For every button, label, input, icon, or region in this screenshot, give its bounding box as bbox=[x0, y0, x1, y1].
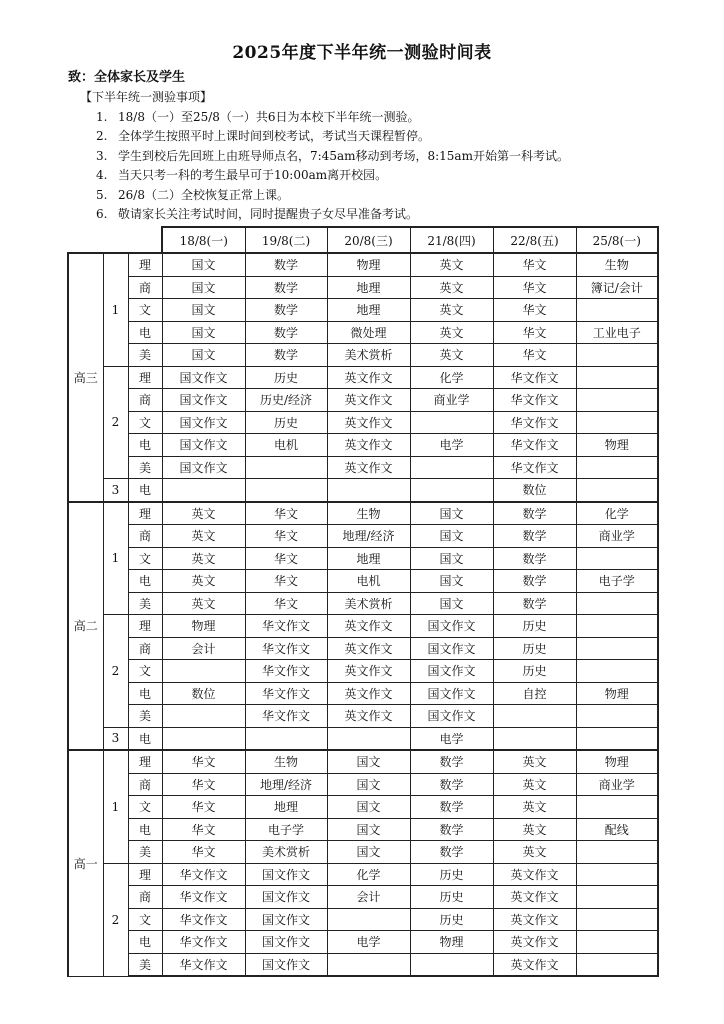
subject-cell: 电子学 bbox=[245, 818, 327, 841]
table-row bbox=[68, 321, 658, 344]
notice-item bbox=[96, 127, 569, 147]
subject-cell bbox=[162, 705, 245, 728]
stream-label: 理 bbox=[128, 366, 162, 389]
header-blank-cell bbox=[68, 227, 162, 253]
table-row bbox=[68, 796, 658, 819]
group-number: 1 bbox=[103, 253, 128, 366]
subject-cell: 电学 bbox=[410, 727, 493, 750]
stream-label: 文 bbox=[128, 908, 162, 931]
stream-label: 理 bbox=[128, 502, 162, 525]
notice-number: 4. bbox=[96, 168, 108, 182]
subject-cell: 化学 bbox=[327, 863, 410, 886]
subject-cell bbox=[162, 727, 245, 750]
subject-cell: 会计 bbox=[162, 637, 245, 660]
subject-cell: 美术赏析 bbox=[327, 344, 410, 367]
subject-cell: 英文 bbox=[493, 750, 576, 773]
stream-label: 理 bbox=[128, 253, 162, 276]
subject-cell: 国文作文 bbox=[410, 615, 493, 638]
subject-cell: 华文 bbox=[245, 592, 327, 615]
subject-cell: 英文 bbox=[493, 773, 576, 796]
greeting: 致：全体家长及学生 bbox=[68, 70, 186, 85]
subject-cell: 国文作文 bbox=[410, 660, 493, 683]
subject-cell: 国文作文 bbox=[245, 931, 327, 954]
subject-cell: 英文 bbox=[162, 570, 245, 593]
subject-cell: 华文 bbox=[162, 818, 245, 841]
subject-cell bbox=[576, 841, 658, 864]
subject-cell bbox=[576, 886, 658, 909]
table-row bbox=[68, 570, 658, 593]
subject-cell: 地理/经济 bbox=[327, 525, 410, 548]
subject-cell: 国文作文 bbox=[162, 366, 245, 389]
subject-cell: 国文 bbox=[162, 253, 245, 276]
subject-cell: 英文作文 bbox=[327, 411, 410, 434]
table-row bbox=[68, 592, 658, 615]
table-row bbox=[68, 344, 658, 367]
stream-label: 理 bbox=[128, 615, 162, 638]
table-row bbox=[68, 502, 658, 525]
subject-cell bbox=[576, 931, 658, 954]
subject-cell: 国文作文 bbox=[162, 389, 245, 412]
form-label: 高二 bbox=[68, 502, 103, 751]
subject-cell: 国文 bbox=[410, 525, 493, 548]
subject-cell: 国文作文 bbox=[410, 682, 493, 705]
subject-cell: 数学 bbox=[410, 818, 493, 841]
table-row bbox=[68, 389, 658, 412]
subject-cell: 华文 bbox=[162, 841, 245, 864]
group-number: 2 bbox=[103, 863, 128, 976]
stream-label: 电 bbox=[128, 570, 162, 593]
subject-cell: 数学 bbox=[493, 592, 576, 615]
table-row bbox=[68, 750, 658, 773]
subject-cell: 数学 bbox=[493, 502, 576, 525]
subject-cell: 物理 bbox=[576, 434, 658, 457]
subject-cell: 商业学 bbox=[410, 389, 493, 412]
subject-cell bbox=[576, 727, 658, 750]
table-row bbox=[68, 863, 658, 886]
group-number: 1 bbox=[103, 502, 128, 615]
subject-cell: 地理/经济 bbox=[245, 773, 327, 796]
notice-text: 18/8（一）至25/8（一）共6日为本校下半年统一测验。 bbox=[118, 109, 420, 124]
subject-cell: 美术赏析 bbox=[245, 841, 327, 864]
subject-cell bbox=[576, 796, 658, 819]
subject-cell bbox=[576, 479, 658, 502]
subject-cell: 数学 bbox=[410, 750, 493, 773]
notice-list bbox=[82, 88, 569, 225]
subject-cell: 国文 bbox=[410, 592, 493, 615]
subject-cell bbox=[410, 456, 493, 479]
group-number: 1 bbox=[103, 750, 128, 863]
subject-cell: 英文作文 bbox=[327, 705, 410, 728]
subject-cell: 英文作文 bbox=[493, 863, 576, 886]
notice-text: 全体学生按照平时上课时间到校考试，考试当天课程暂停。 bbox=[118, 129, 431, 143]
notice-heading: 【下半年统一测验事项】 bbox=[80, 90, 213, 104]
subject-cell: 国文 bbox=[327, 796, 410, 819]
subject-cell: 国文 bbox=[327, 773, 410, 796]
subject-cell: 英文作文 bbox=[493, 953, 576, 976]
subject-cell bbox=[576, 615, 658, 638]
notice-number: 6. bbox=[96, 207, 108, 221]
subject-cell: 华文 bbox=[162, 750, 245, 773]
notice-item bbox=[96, 205, 569, 225]
subject-cell: 英文 bbox=[410, 276, 493, 299]
subject-cell: 英文 bbox=[410, 299, 493, 322]
stream-label: 美 bbox=[128, 592, 162, 615]
subject-cell: 国文作文 bbox=[245, 908, 327, 931]
subject-cell: 英文 bbox=[493, 841, 576, 864]
subject-cell: 电机 bbox=[245, 434, 327, 457]
date-header: 20/8(三) bbox=[327, 227, 410, 253]
subject-cell: 国文作文 bbox=[245, 886, 327, 909]
table-row bbox=[68, 434, 658, 457]
subject-cell: 会计 bbox=[327, 886, 410, 909]
table-row bbox=[68, 479, 658, 502]
subject-cell: 国文 bbox=[410, 570, 493, 593]
form-label: 高三 bbox=[68, 253, 103, 502]
subject-cell: 历史 bbox=[245, 411, 327, 434]
form-label: 高一 bbox=[68, 750, 103, 976]
subject-cell: 华文作文 bbox=[493, 456, 576, 479]
subject-cell: 华文 bbox=[493, 321, 576, 344]
stream-label: 商 bbox=[128, 389, 162, 412]
subject-cell: 历史 bbox=[410, 886, 493, 909]
subject-cell: 华文作文 bbox=[162, 931, 245, 954]
notice-item bbox=[96, 108, 569, 128]
table-row bbox=[68, 253, 658, 276]
subject-cell: 国文作文 bbox=[162, 456, 245, 479]
subject-cell: 国文作文 bbox=[410, 705, 493, 728]
subject-cell: 电机 bbox=[327, 570, 410, 593]
subject-cell bbox=[576, 637, 658, 660]
subject-cell: 华文作文 bbox=[245, 615, 327, 638]
subject-cell: 数学 bbox=[493, 547, 576, 570]
stream-label: 美 bbox=[128, 344, 162, 367]
subject-cell: 英文作文 bbox=[327, 366, 410, 389]
page-title: 2025年度下半年统一测验时间表 bbox=[232, 43, 492, 63]
stream-label: 美 bbox=[128, 953, 162, 976]
subject-cell: 国文 bbox=[162, 321, 245, 344]
group-number: 2 bbox=[103, 366, 128, 479]
subject-cell: 英文 bbox=[162, 592, 245, 615]
subject-cell: 数位 bbox=[162, 682, 245, 705]
stream-label: 商 bbox=[128, 773, 162, 796]
subject-cell: 华文作文 bbox=[162, 863, 245, 886]
subject-cell: 华文作文 bbox=[493, 411, 576, 434]
notice-number: 3. bbox=[96, 148, 108, 163]
header-row bbox=[68, 227, 658, 253]
stream-label: 电 bbox=[128, 321, 162, 344]
subject-cell: 国文 bbox=[327, 841, 410, 864]
subject-cell: 数学 bbox=[410, 773, 493, 796]
stream-label: 文 bbox=[128, 796, 162, 819]
table-row bbox=[68, 660, 658, 683]
subject-cell: 华文作文 bbox=[245, 682, 327, 705]
subject-cell: 配线 bbox=[576, 818, 658, 841]
subject-cell bbox=[576, 366, 658, 389]
stream-label: 商 bbox=[128, 886, 162, 909]
subject-cell: 数学 bbox=[245, 276, 327, 299]
subject-cell: 化学 bbox=[576, 502, 658, 525]
notice-number: 2. bbox=[96, 129, 108, 143]
subject-cell bbox=[327, 727, 410, 750]
notice-number: 1. bbox=[96, 109, 108, 124]
subject-cell: 英文作文 bbox=[327, 615, 410, 638]
subject-cell: 华文作文 bbox=[493, 434, 576, 457]
subject-cell: 历史 bbox=[493, 615, 576, 638]
date-header: 22/8(五) bbox=[493, 227, 576, 253]
subject-cell bbox=[245, 456, 327, 479]
subject-cell: 华文作文 bbox=[493, 366, 576, 389]
subject-cell: 历史 bbox=[410, 863, 493, 886]
subject-cell: 华文 bbox=[245, 502, 327, 525]
subject-cell: 英文 bbox=[493, 796, 576, 819]
subject-cell bbox=[493, 727, 576, 750]
subject-cell: 华文 bbox=[162, 773, 245, 796]
subject-cell: 英文作文 bbox=[327, 389, 410, 412]
subject-cell: 历史 bbox=[493, 660, 576, 683]
subject-cell bbox=[576, 411, 658, 434]
subject-cell: 地理 bbox=[245, 796, 327, 819]
subject-cell: 商业学 bbox=[576, 773, 658, 796]
table-row bbox=[68, 841, 658, 864]
subject-cell: 华文 bbox=[245, 525, 327, 548]
subject-cell: 电学 bbox=[327, 931, 410, 954]
subject-cell: 生物 bbox=[245, 750, 327, 773]
notice-item bbox=[96, 147, 569, 167]
subject-cell: 华文作文 bbox=[162, 886, 245, 909]
subject-cell: 数学 bbox=[245, 344, 327, 367]
subject-cell: 国文作文 bbox=[162, 411, 245, 434]
subject-cell bbox=[576, 953, 658, 976]
subject-cell: 英文 bbox=[410, 253, 493, 276]
subject-cell: 英文 bbox=[162, 502, 245, 525]
stream-label: 美 bbox=[128, 456, 162, 479]
subject-cell: 英文作文 bbox=[327, 637, 410, 660]
table-row bbox=[68, 818, 658, 841]
stream-label: 电 bbox=[128, 434, 162, 457]
subject-cell: 英文 bbox=[410, 321, 493, 344]
subject-cell bbox=[410, 411, 493, 434]
subject-cell: 华文 bbox=[493, 253, 576, 276]
table-row bbox=[68, 773, 658, 796]
subject-cell bbox=[410, 479, 493, 502]
subject-cell: 华文 bbox=[493, 276, 576, 299]
subject-cell: 地理 bbox=[327, 547, 410, 570]
subject-cell bbox=[493, 705, 576, 728]
subject-cell: 地理 bbox=[327, 299, 410, 322]
table-row bbox=[68, 637, 658, 660]
subject-cell bbox=[576, 863, 658, 886]
table-row bbox=[68, 411, 658, 434]
subject-cell: 国文 bbox=[410, 502, 493, 525]
exam-schedule-table bbox=[67, 226, 659, 977]
subject-cell bbox=[245, 727, 327, 750]
subject-cell: 物理 bbox=[327, 253, 410, 276]
subject-cell: 数学 bbox=[245, 299, 327, 322]
table-row bbox=[68, 727, 658, 750]
table-row bbox=[68, 366, 658, 389]
subject-cell bbox=[245, 479, 327, 502]
notice-text: 26/8（二）全校恢复正常上课。 bbox=[118, 187, 289, 202]
subject-cell: 电子学 bbox=[576, 570, 658, 593]
table-row bbox=[68, 953, 658, 976]
subject-cell: 数学 bbox=[410, 841, 493, 864]
subject-cell: 美术赏析 bbox=[327, 592, 410, 615]
subject-cell: 华文 bbox=[245, 547, 327, 570]
subject-cell bbox=[576, 705, 658, 728]
stream-label: 美 bbox=[128, 841, 162, 864]
table-row bbox=[68, 615, 658, 638]
subject-cell bbox=[162, 479, 245, 502]
subject-cell: 英文 bbox=[162, 525, 245, 548]
subject-cell: 生物 bbox=[576, 253, 658, 276]
subject-cell bbox=[576, 547, 658, 570]
group-number: 3 bbox=[103, 479, 128, 502]
subject-cell: 英文 bbox=[493, 818, 576, 841]
subject-cell: 数位 bbox=[493, 479, 576, 502]
subject-cell bbox=[576, 908, 658, 931]
subject-cell: 历史 bbox=[410, 908, 493, 931]
subject-cell: 数学 bbox=[245, 253, 327, 276]
subject-cell: 物理 bbox=[162, 615, 245, 638]
stream-label: 商 bbox=[128, 525, 162, 548]
subject-cell: 国文作文 bbox=[162, 434, 245, 457]
stream-label: 理 bbox=[128, 863, 162, 886]
stream-label: 文 bbox=[128, 660, 162, 683]
subject-cell: 英文作文 bbox=[493, 886, 576, 909]
subject-cell: 华文作文 bbox=[162, 908, 245, 931]
date-header: 18/8(一) bbox=[162, 227, 245, 253]
subject-cell: 华文作文 bbox=[245, 660, 327, 683]
subject-cell bbox=[576, 299, 658, 322]
subject-cell: 华文作文 bbox=[245, 705, 327, 728]
group-number: 3 bbox=[103, 727, 128, 750]
stream-label: 商 bbox=[128, 276, 162, 299]
subject-cell: 华文 bbox=[493, 344, 576, 367]
subject-cell: 国文 bbox=[162, 299, 245, 322]
subject-cell: 英文作文 bbox=[493, 908, 576, 931]
subject-cell: 华文 bbox=[245, 570, 327, 593]
subject-cell: 生物 bbox=[327, 502, 410, 525]
subject-cell bbox=[327, 479, 410, 502]
subject-cell: 英文 bbox=[162, 547, 245, 570]
subject-cell: 物理 bbox=[410, 931, 493, 954]
subject-cell: 自控 bbox=[493, 682, 576, 705]
subject-cell: 簿记/会计 bbox=[576, 276, 658, 299]
subject-cell: 英文作文 bbox=[327, 456, 410, 479]
stream-label: 美 bbox=[128, 705, 162, 728]
stream-label: 电 bbox=[128, 818, 162, 841]
subject-cell bbox=[162, 660, 245, 683]
subject-cell: 微处理 bbox=[327, 321, 410, 344]
group-number: 2 bbox=[103, 615, 128, 728]
subject-cell bbox=[576, 592, 658, 615]
subject-cell: 国文 bbox=[327, 818, 410, 841]
notice-item bbox=[96, 166, 569, 186]
table-row bbox=[68, 931, 658, 954]
table-row bbox=[68, 705, 658, 728]
stream-label: 理 bbox=[128, 750, 162, 773]
subject-cell bbox=[576, 660, 658, 683]
subject-cell: 化学 bbox=[410, 366, 493, 389]
subject-cell: 物理 bbox=[576, 750, 658, 773]
notice-item bbox=[96, 186, 569, 206]
subject-cell: 数学 bbox=[493, 570, 576, 593]
date-header: 25/8(一) bbox=[576, 227, 658, 253]
subject-cell bbox=[576, 456, 658, 479]
subject-cell: 英文作文 bbox=[493, 931, 576, 954]
subject-cell: 华文作文 bbox=[493, 389, 576, 412]
stream-label: 电 bbox=[128, 727, 162, 750]
table-row bbox=[68, 547, 658, 570]
subject-cell: 数学 bbox=[245, 321, 327, 344]
subject-cell bbox=[410, 953, 493, 976]
subject-cell: 国文 bbox=[162, 344, 245, 367]
subject-cell: 数学 bbox=[410, 796, 493, 819]
table-row bbox=[68, 456, 658, 479]
subject-cell: 国文作文 bbox=[410, 637, 493, 660]
stream-label: 文 bbox=[128, 299, 162, 322]
stream-label: 电 bbox=[128, 682, 162, 705]
subject-cell: 物理 bbox=[576, 682, 658, 705]
subject-cell: 英文作文 bbox=[327, 660, 410, 683]
stream-label: 电 bbox=[128, 479, 162, 502]
stream-label: 电 bbox=[128, 931, 162, 954]
subject-cell: 华文作文 bbox=[245, 637, 327, 660]
subject-cell: 华文 bbox=[493, 299, 576, 322]
subject-cell: 英文作文 bbox=[327, 434, 410, 457]
subject-cell bbox=[327, 908, 410, 931]
subject-cell: 地理 bbox=[327, 276, 410, 299]
table-row bbox=[68, 908, 658, 931]
subject-cell: 历史/经济 bbox=[245, 389, 327, 412]
subject-cell: 国文 bbox=[327, 750, 410, 773]
subject-cell: 工业电子 bbox=[576, 321, 658, 344]
subject-cell: 华文 bbox=[162, 796, 245, 819]
subject-cell: 国文 bbox=[410, 547, 493, 570]
subject-cell: 电学 bbox=[410, 434, 493, 457]
date-header: 21/8(四) bbox=[410, 227, 493, 253]
subject-cell: 英文 bbox=[410, 344, 493, 367]
date-header: 19/8(二) bbox=[245, 227, 327, 253]
notice-number: 5. bbox=[96, 187, 108, 202]
subject-cell: 数学 bbox=[493, 525, 576, 548]
subject-cell: 历史 bbox=[493, 637, 576, 660]
notice-text: 当天只考一科的考生最早可于10:00am离开校园。 bbox=[118, 168, 388, 182]
subject-cell bbox=[576, 344, 658, 367]
stream-label: 商 bbox=[128, 637, 162, 660]
table-row bbox=[68, 276, 658, 299]
stream-label: 文 bbox=[128, 411, 162, 434]
subject-cell: 历史 bbox=[245, 366, 327, 389]
table-row bbox=[68, 525, 658, 548]
subject-cell: 华文作文 bbox=[162, 953, 245, 976]
table-row bbox=[68, 682, 658, 705]
subject-cell: 英文作文 bbox=[327, 682, 410, 705]
notice-text: 学生到校后先回班上由班导师点名，7:45am移动到考场，8:15am开始第一科考试。 bbox=[118, 148, 569, 163]
subject-cell: 商业学 bbox=[576, 525, 658, 548]
subject-cell bbox=[576, 389, 658, 412]
notice-text: 敬请家长关注考试时间，同时提醒贵子女尽早准备考试。 bbox=[118, 207, 419, 221]
stream-label: 文 bbox=[128, 547, 162, 570]
table-row bbox=[68, 299, 658, 322]
subject-cell: 国文 bbox=[162, 276, 245, 299]
subject-cell bbox=[327, 953, 410, 976]
subject-cell: 国文作文 bbox=[245, 953, 327, 976]
table-row bbox=[68, 886, 658, 909]
subject-cell: 国文作文 bbox=[245, 863, 327, 886]
